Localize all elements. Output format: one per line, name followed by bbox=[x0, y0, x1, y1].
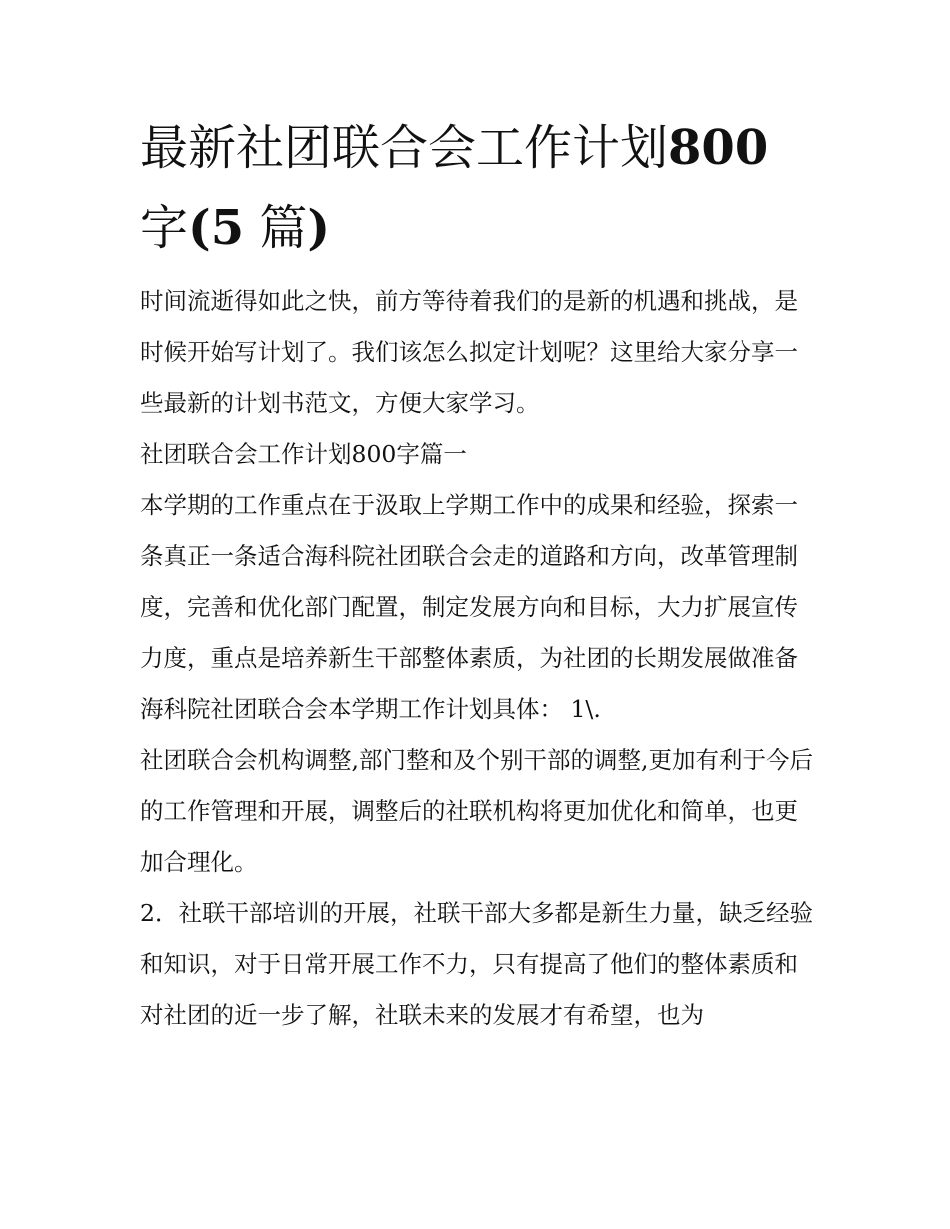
title-text-3: 篇 bbox=[259, 200, 308, 256]
intro-paragraph: 时间流逝得如此之快，前方等待着我们的是新的机遇和挑战，是时候开始写计划了。我们该怎么拟定计划呢？这里给大家分享一些最新的计划书范文，方便大家学习。 bbox=[140, 287, 798, 417]
title-text-1: 最新社团联合会工作计划 bbox=[140, 120, 669, 176]
title-close: ) bbox=[307, 200, 331, 256]
body-paragraph-1: 本学期的工作重点在于汲取上学期工作中的成果和经验，探索一条真正一条适合海科院社团联合会走的道路和方向，改革管理制度，完善和优化部门配置，制定发展方向和目标，大力扩展宣传力度，重点是培养新生干部整体素质，为社团的长期发展做准备 bbox=[140, 491, 798, 672]
body-paragraph-3: 社团联合会机构调整,部门整和及个别干部的调整,更加有利于今后的工作管理和开展，调整后的社联机构将更加优化和简单，也更加合理化。 bbox=[140, 746, 813, 876]
section-heading: 社团联合会工作计划800字篇一 bbox=[140, 440, 467, 468]
title-number: 800 bbox=[668, 120, 769, 176]
document-title bbox=[140, 108, 820, 268]
title-text-2: 字 bbox=[140, 200, 189, 256]
body-paragraph-2: 海科院社团联合会本学期工作计划具体： 1\. bbox=[140, 695, 601, 723]
body-paragraph-4: 2．社联干部培训的开展，社联干部大多都是新生力量，缺乏经验和知识，对于日常开展工作不力，只有提高了他们的整体素质和对社团的近一步了解，社联未来的发展才有希望，也为 bbox=[140, 899, 813, 1029]
title-count: (5 bbox=[188, 200, 245, 256]
document-page bbox=[140, 108, 820, 1041]
